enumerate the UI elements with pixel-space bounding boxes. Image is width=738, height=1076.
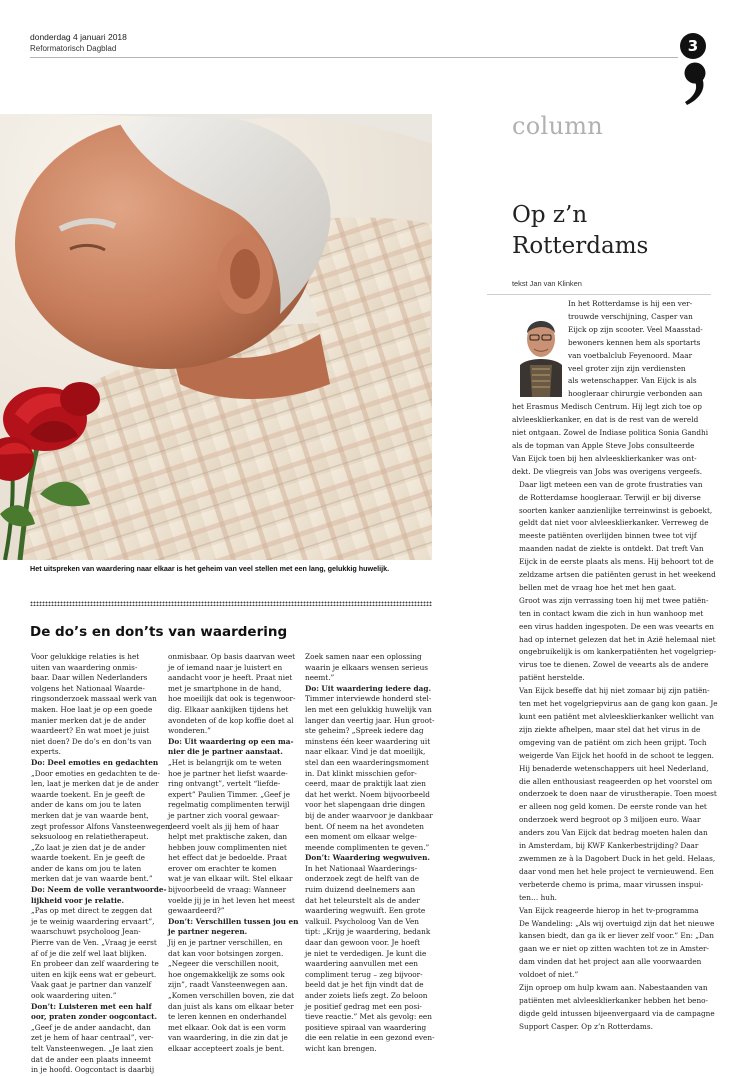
text-line: de Rotterdamse hoogleraar. Terwijl er bij diverse xyxy=(519,492,701,502)
text-line: Hij benaderde wetenschappers uit heel Nederland, xyxy=(519,763,709,773)
text-line: ring ontvangt”, vertelt “liefde- xyxy=(168,779,281,789)
text-line: baar. Daar willen Nederlanders xyxy=(31,673,148,683)
text-line: maken. Hoe laat je op een goede xyxy=(31,704,153,714)
article-column xyxy=(31,652,173,1076)
text-line: telt Vansteenwegen. „Je laat zien xyxy=(31,1043,154,1053)
text-line: hoe moeilijk dat ook is tegenwoor- xyxy=(168,694,296,704)
text-line: met je smartphone in de hand, xyxy=(168,683,282,693)
text-line: onmisbaar. Op basis daarvan weet xyxy=(168,652,296,661)
header-rule xyxy=(30,57,678,58)
text-line: van voetbalclub Feyenoord. Maar xyxy=(568,350,693,360)
text-line: geldt dat niet voor alvleesklierkanker. Verreweg de xyxy=(519,518,709,528)
text-line: len, laat je merken dat je de ander xyxy=(31,779,159,789)
text-line: voelde jij je in het leven het meest xyxy=(168,895,295,905)
text-line: experts. xyxy=(31,747,61,757)
byline: tekst Jan van Klinken xyxy=(512,279,582,288)
text-line: elkaar accepteert zoals je bent. xyxy=(168,1043,285,1053)
text-line: ruim duizend deelnemers aan xyxy=(305,885,416,895)
text-line: expert” Paulien Timmer. „Geef je xyxy=(168,789,291,799)
column-paragraph xyxy=(512,905,715,982)
text-line: virus toe te dienen. Zowel de veearts als de andere xyxy=(519,660,709,670)
article-title: De do’s en don’ts van waardering xyxy=(30,624,288,640)
column-paragraph xyxy=(512,982,715,1034)
text-line: had op internet gelezen dat het in Azië helemaal niet xyxy=(519,634,716,644)
text-line: er alleen nog geld komen. De eerste ronde van het xyxy=(519,802,707,812)
text-line: Eijck op zijn scooter. Veel Maasstad- xyxy=(568,324,703,334)
text-line: in. Dat klinkt misschien gefor- xyxy=(305,768,417,778)
text-line: „Negeer die verschillen nooit, xyxy=(168,959,280,969)
text-line: je of iemand naar je luistert en xyxy=(168,662,283,672)
masthead-paper: Reformatorisch Dagblad xyxy=(30,44,117,53)
page-number: 3 xyxy=(680,33,706,59)
text-line: aandacht voor je heeft. Praat niet xyxy=(168,673,293,683)
text-line: dan juist als kans om elkaar beter xyxy=(168,1001,294,1011)
text-line: je niet te verdedigen. Je kunt die xyxy=(305,948,427,958)
text-line: Voor gelukkige relaties is het xyxy=(31,652,140,661)
text-line: gewaardeerd?” xyxy=(168,906,225,916)
text-line: In het Nationaal Waarderings- xyxy=(305,863,418,873)
text-line: in Amsterdam, bij KWF Kankerbestrijding? Daar xyxy=(519,841,699,851)
text-line: Support Casper. Op z’n Rotterdams. xyxy=(519,1021,653,1031)
text-line: manier merken dat je de ander xyxy=(31,715,146,725)
text-line: uiten van waardering onmis- xyxy=(31,662,138,672)
text-line: dam vinden dat het project aan alle voorwaarden xyxy=(519,957,702,967)
subheading-line: Do: Uit waardering op een ma- xyxy=(168,736,294,746)
column-title-line: Rotterdams xyxy=(512,233,649,259)
text-line: niet doen? De do’s en don’ts van xyxy=(31,736,152,746)
text-line: minstens één keer waardering uit xyxy=(305,736,431,746)
text-line: hoogleraar chirurgie verbonden aan xyxy=(568,389,703,399)
text-line: valkuil. Psycholoog Van de Ven xyxy=(305,916,419,926)
text-line: bent. Of neem na het avondeten xyxy=(305,821,424,831)
text-line: bewoners kennen hem als sportarts xyxy=(568,337,701,347)
text-line: bij de ander waarvoor je dankbaar xyxy=(305,810,433,820)
text-line: ongebruikelijk is om kankerpatiënten het vogelgriep- xyxy=(519,647,717,657)
section-label: column xyxy=(512,112,604,140)
text-line: voor het slapengaan drie dingen xyxy=(305,800,426,810)
text-line: als de topman van Apple Steve Jobs consulteerde xyxy=(512,440,695,450)
text-line: waarde toekent. En je geeft de xyxy=(31,789,145,799)
text-line: seksuoloog en relatietherapeut. xyxy=(31,832,149,842)
subheading-line: Do: Uit waardering iedere dag. xyxy=(305,683,432,693)
text-line: Vaak gaat je partner dan vanzelf xyxy=(31,980,152,990)
text-line: patiënt herstelde. xyxy=(519,673,585,683)
text-line: af of je die zelf wel laat blijken. xyxy=(31,948,147,958)
text-line: onderzoek werd begroot op 3 miljoen euro. Waar xyxy=(519,815,701,825)
text-line: zet je hem of haar centraal”, ver- xyxy=(31,1033,154,1043)
text-line: onderzoek te doen naar de virustherapie. Toen moest xyxy=(519,789,717,799)
text-line: Van Eijck toen bij hen alvleesklierkanker was ont- xyxy=(512,453,697,463)
text-line: deerd voelt als jij hem of haar xyxy=(168,821,279,831)
text-line: ten… huh. xyxy=(519,892,557,902)
text-line: bijvoorbeeld de vraag: Wanneer xyxy=(168,885,287,895)
column-paragraph xyxy=(512,763,717,905)
text-line: zegt professor Alfons Vansteenwegen, xyxy=(31,821,173,831)
subheading-line: Don’t: Luisteren met een half xyxy=(31,1001,152,1011)
text-line: hoe ongemakkelijk ze soms ook xyxy=(168,969,285,979)
text-line: „Het is belangrijk om te weten xyxy=(168,757,282,767)
text-line: patiënten met alvleesklierkanker hebben het beno- xyxy=(519,995,709,1005)
text-line: dat kan voor botsingen zorgen. xyxy=(168,948,284,958)
text-line: zeldzame artsen die patiënten gerust in het weekend xyxy=(519,570,716,580)
text-line: Jij en je partner verschillen, en xyxy=(168,938,283,948)
text-line: beeld dat je het fijn vindt dat de xyxy=(305,980,424,990)
text-line: naar elkaar. Vind je dat moeilijk, xyxy=(305,747,426,757)
text-line: trouwde verschijning, Casper van xyxy=(568,311,693,321)
text-line: alvleesklierkanker, en dat is de rest van de wereld xyxy=(512,415,699,425)
text-line: ten met het vogelgriepvirus aan de gang kon gaan. Je xyxy=(519,699,718,709)
text-line: met elkaar. Ook dat is een vorm xyxy=(168,1022,286,1032)
text-line: kunt een patiënt met alvleesklierkanker wellicht van xyxy=(519,712,714,721)
column-title-line: Op z’n xyxy=(512,202,588,228)
text-line: waardeert? En wat moet je juist xyxy=(31,726,150,736)
text-line: tipt: „Krijg je waardering, bedank xyxy=(305,927,431,937)
text-line: kansen biedt, dan ga ik er liever zelf voor.” En: „Dan xyxy=(519,931,714,941)
masthead-date: donderdag 4 januari 2018 xyxy=(30,32,127,42)
text-line: merken dat je van waarde bent.” xyxy=(31,874,153,884)
text-line: ste geheim? „Spreek iedere dag xyxy=(305,726,424,736)
subheading-line: Do: Deel emoties en gedachten xyxy=(31,757,159,767)
text-line: maanden nadat de ziekte is ontdekt. Dat treft Van xyxy=(519,544,704,554)
text-line: je positief gedrag met een posi- xyxy=(305,1001,422,1011)
text-line: ceerd, maar de praktijk laat zien xyxy=(305,779,426,789)
text-line: als wetenschapper. Van Eijck is als xyxy=(568,376,697,386)
text-line: weigerde Van Eijck het hoofd in de schoot te leggen. xyxy=(519,750,714,760)
text-line: merken dat je van waarde bent, xyxy=(31,810,149,820)
text-line: een moment om elkaar welge- xyxy=(305,832,417,842)
text-line: die allen enthousiast reageerden op het voorstel om xyxy=(519,776,713,786)
column-body xyxy=(512,298,718,1034)
column-paragraph xyxy=(512,479,716,595)
text-line: niet ontgaan. Zowel de Indiase politica Sonia Gandhi xyxy=(512,428,709,438)
text-line: je te weinig waardering ervaart”, xyxy=(31,916,155,926)
text-line: meende complimenten te geven.” xyxy=(305,842,430,852)
text-line: stel dan een waarderingsmoment xyxy=(305,757,429,767)
byline-rule xyxy=(487,294,711,295)
text-line: „Pas op met direct te zeggen dat xyxy=(31,906,153,916)
text-line: ander de kans om jou te laten xyxy=(31,863,142,873)
text-line: Pierre van de Ven. „Vraag je eerst xyxy=(31,938,157,948)
text-line: ander de kans om jou te laten xyxy=(31,800,142,810)
text-line: het effect dat je bedoelde. Praat xyxy=(168,853,287,863)
text-line: erover om erachter te komen xyxy=(168,863,277,873)
text-line: wonderen.” xyxy=(168,726,211,736)
column-paragraph xyxy=(512,685,718,762)
text-line: langer dan veertig jaar. Hun groot- xyxy=(305,715,435,725)
text-line: ten in contact kwam die zich in hun wanhoop met xyxy=(519,608,704,618)
text-line: waarschuwt psycholoog Jean- xyxy=(31,927,141,937)
text-line: Timmer interviewde honderd stel- xyxy=(305,694,432,704)
text-line: onderzoek zegt de helft van de xyxy=(305,874,420,884)
column-paragraph xyxy=(512,595,717,685)
text-line: wat je van elkaar wilt. Stel elkaar xyxy=(168,874,293,884)
column-title xyxy=(512,200,712,262)
text-line: je partner zich vooral gewaar- xyxy=(168,810,280,820)
text-line: Van Eijck beseffe dat hij niet zomaar bij zijn patiën- xyxy=(519,686,710,696)
text-line: hoe je partner het liefst waarde- xyxy=(168,768,288,778)
photo-caption: Het uitspreken van waardering naar elkaar is het geheim van veel stellen met een lang, gelukkig huwelijk. xyxy=(30,564,390,573)
text-line: veel groter zijn zijn verdiensten xyxy=(568,363,686,373)
text-line: te leren kennen en onderhandel xyxy=(168,1012,287,1022)
text-line: volgens het Nationaal Waarde- xyxy=(31,683,145,693)
subheading-line: Do: Neem de volle verantwoorde- xyxy=(31,885,167,895)
text-line: voldoet of niet.” xyxy=(519,970,579,980)
text-line: waardering aanvullen met een xyxy=(305,959,418,969)
text-line: Van Eijck reageerde hierop in het tv-programma xyxy=(519,905,699,915)
subheading-line: je partner negeren. xyxy=(168,927,248,937)
subheading-line: lijkheid voor je relatie. xyxy=(31,895,125,905)
text-line: hebben jouw complimenten niet xyxy=(168,842,287,852)
text-line: „Komen verschillen boven, zie dat xyxy=(168,991,295,1000)
text-line: De Wandeling: „Als wij overtuigd zijn dat het nieuwe xyxy=(519,918,715,928)
text-line: regelmatig complimenten terwijl xyxy=(168,800,290,810)
text-line: Zoek samen naar een oplossing xyxy=(305,652,422,661)
text-line: een virus hadden ingespoten. De een was veearts en xyxy=(519,621,714,631)
text-line: in je hoofd. Oogcontact is daarbij xyxy=(31,1065,155,1075)
column-paragraph xyxy=(512,298,710,479)
text-line: daar vond men het hele project te vernieuwend. Een xyxy=(519,866,714,876)
text-line: avondeten of de kop koffie doet al xyxy=(168,715,294,725)
subheading-line: oor, praten zonder oogcontact. xyxy=(31,1012,158,1022)
text-line: gaan we er niet op zitten wachten tot ze in Amster- xyxy=(519,944,709,954)
text-line: wicht kan brengen. xyxy=(305,1043,377,1053)
text-line: len met een gelukkig huwelijk van xyxy=(305,704,432,714)
article-column xyxy=(168,652,298,1055)
text-line: dig. Elkaar aankijken tijdens het xyxy=(168,704,289,714)
text-line: dat het werkt. Noem bijvoorbeeld xyxy=(305,789,430,799)
text-line: „Zo laat je zien dat je de ander xyxy=(31,842,146,852)
text-line: zijn”, raadt Vansteenwegen aan. xyxy=(168,980,288,990)
text-line: Daar ligt meteen een van de grote frustraties van xyxy=(519,479,703,489)
text-line: helpt met praktische zaken, dan xyxy=(168,832,288,842)
text-line: zijn ziekte afhelpen, maar stel dat het virus in de xyxy=(519,724,701,734)
text-line: bellen met de vraag hoe het met hen gaat. xyxy=(519,582,677,592)
text-line: digde geld intussen bijeenvergaard via de campagne xyxy=(519,1008,715,1018)
text-line: uiten en kijk eens wat er gebeurt. xyxy=(31,969,157,979)
comma-icon xyxy=(683,62,709,110)
text-line: zwemmen ze à la Dagobert Duck in het geld. Helaas, xyxy=(519,853,716,863)
text-line: tieve reactie.” Met als gevolg: een xyxy=(305,1012,432,1022)
dotted-rule xyxy=(30,601,432,606)
couple-photo xyxy=(0,114,432,560)
text-line: Eijck in de eerste plaats als mens. Hij behoort tot de xyxy=(519,557,714,567)
text-line: positieve spiraal van waardering xyxy=(305,1022,427,1032)
article-column xyxy=(305,652,435,1055)
text-line: waarde toekent. En je geeft de xyxy=(31,853,145,863)
text-line: ander zoiets liefs zegt. Zo beloon xyxy=(305,991,428,1000)
text-line: „Door emoties en gedachten te de- xyxy=(31,768,160,778)
text-line: waarin je elkaars wensen serieus xyxy=(305,662,429,672)
text-line: het Erasmus Medisch Centrum. Hij legt zich toe op xyxy=(512,402,702,412)
subheading-line: Don’t: Waardering wegwuiven. xyxy=(305,853,430,863)
subheading-line: Don’t: Verschillen tussen jou en xyxy=(168,916,299,926)
subheading-line: nier die je partner aanstaat. xyxy=(168,747,283,757)
text-line: soorten kanker aanzienlijke terreinwinst is geboekt, xyxy=(519,505,713,515)
text-line: ook waardering uiten.” xyxy=(31,991,117,1000)
text-line: dat het teleurstelt als de ander xyxy=(305,895,420,905)
text-line: En probeer dan zelf waardering te xyxy=(31,959,159,969)
text-line: omgeving van de patiënt om zich heen grijpt. Toch xyxy=(519,737,707,747)
text-line: Groot was zijn verrassing toen hij met twee patiën- xyxy=(519,595,709,605)
text-line: die een relatie in een gezond even- xyxy=(305,1033,435,1043)
text-line: In het Rotterdamse is hij een ver- xyxy=(568,299,693,308)
text-line: dekt. De vliegreis van Jobs was overigens vergeefs. xyxy=(512,466,703,476)
text-line: compliment terug – zeg bijvoor- xyxy=(305,969,423,979)
text-line: neemt.” xyxy=(305,673,335,683)
text-line: anders zou Van Eijck dat bedrag moeten halen dan xyxy=(519,828,708,838)
text-line: ringsonderzoek massaal werk van xyxy=(31,694,157,704)
text-line: dat de ander een plaats inneemt xyxy=(31,1054,152,1064)
text-line: van waardering, in die zin dat je xyxy=(168,1033,288,1043)
text-line: daar dan gewoon voor. Je hoeft xyxy=(305,938,421,948)
text-line: verbeterde chemo is prima, maar virussen inspui- xyxy=(519,879,704,889)
text-line: waardering wegwuift. Een grote xyxy=(305,906,426,916)
text-line: Zijn oproep om hulp kwam aan. Nabestaanden van xyxy=(519,983,708,993)
text-line: meeste patiënten overlijden binnen twee tot vijf xyxy=(519,531,697,541)
text-line: „Geef je de ander aandacht, dan xyxy=(31,1022,151,1032)
